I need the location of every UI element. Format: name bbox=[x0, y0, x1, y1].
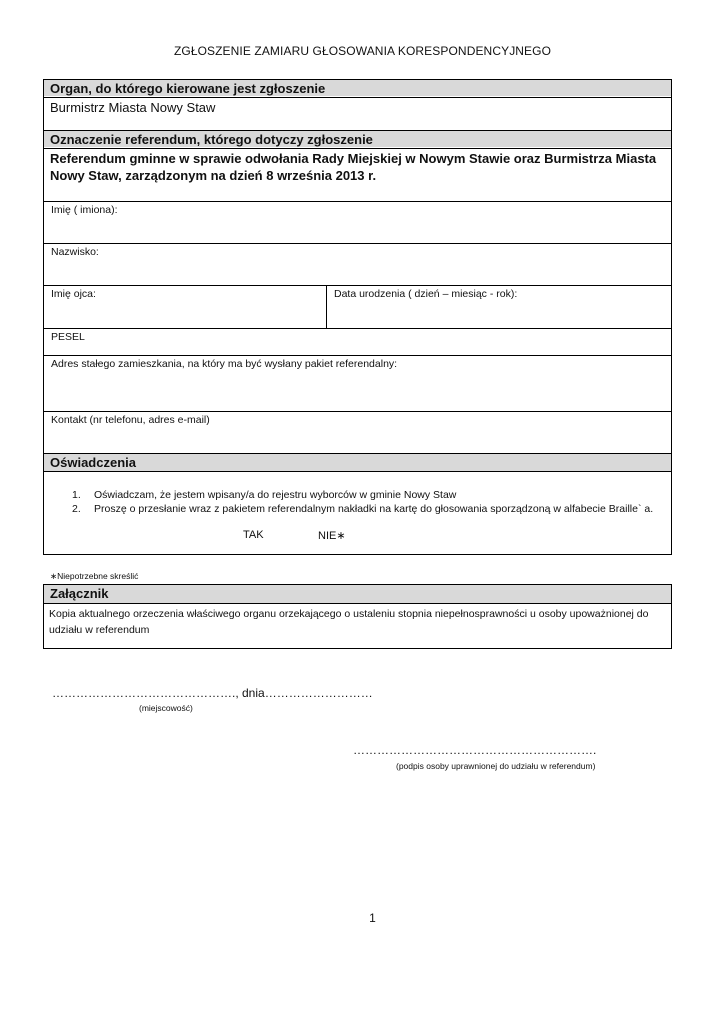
father-name-field[interactable] bbox=[44, 286, 340, 332]
father-birth-row bbox=[44, 285, 671, 328]
declaration-item bbox=[72, 488, 653, 502]
signature-caption: (podpis osoby uprawnionej do udziału w referendum) bbox=[396, 761, 596, 771]
organ-value: Burmistrz Miasta Nowy Staw bbox=[44, 97, 671, 130]
father-name-label: Imię ojca: bbox=[51, 288, 96, 300]
document-title: ZGŁOSZENIE ZAMIARU GŁOSOWANIA KORESPONDENCYJNEGO bbox=[173, 44, 552, 58]
declaration-item bbox=[72, 502, 653, 516]
declaration-number: 1. bbox=[72, 489, 81, 501]
surname-label: Nazwisko: bbox=[51, 246, 99, 258]
attachment-text: Kopia aktualnego orzeczenia właściwego organu orzekającego o ustaleniu stopnia niepełnosprawności u osoby upoważnionej do udziału w referendum bbox=[49, 608, 649, 636]
pesel-field[interactable] bbox=[44, 328, 671, 355]
declaration-text: Oświadczam, że jestem wpisany/a do rejestru wyborców w gminie Nowy Staw bbox=[94, 489, 457, 501]
declarations-list bbox=[72, 488, 653, 516]
page-number: 1 bbox=[369, 911, 376, 925]
first-name-field[interactable] bbox=[44, 201, 671, 243]
referendum-header: Oznaczenie referendum, którego dotyczy zgłoszenie bbox=[44, 130, 671, 147]
birth-date-label: Data urodzenia ( dzień – miesiąc - rok): bbox=[334, 288, 518, 300]
address-label: Adres stałego zamieszkania, na który ma być wysłany pakiet referendalny: bbox=[51, 358, 398, 370]
organ-header: Organ, do którego kierowane jest zgłoszenie bbox=[44, 80, 671, 96]
signature-line[interactable]: ……………………………………………………. bbox=[353, 743, 597, 757]
address-field[interactable] bbox=[44, 355, 671, 411]
contact-field[interactable] bbox=[44, 411, 671, 453]
pesel-label: PESEL bbox=[51, 331, 85, 343]
attachment-header: Załącznik bbox=[44, 585, 671, 604]
birth-date-field[interactable] bbox=[327, 286, 685, 332]
contact-label: Kontakt (nr telefonu, adres e-mail) bbox=[51, 414, 210, 426]
declarations-header: Oświadczenia bbox=[44, 453, 671, 472]
declaration-text: Proszę o przesłanie wraz z pakietem referendalnym nakładki na kartę do głosowania sporządzoną w alfabecie Braille` a. bbox=[94, 503, 654, 515]
footnote: ∗Niepotrzebne skreślić bbox=[50, 571, 139, 581]
place-date-line[interactable]: ………………………………………., dnia……………………… bbox=[52, 686, 373, 700]
surname-field[interactable] bbox=[44, 243, 671, 285]
place-caption: (miejscowość) bbox=[139, 703, 193, 713]
declaration-number: 2. bbox=[72, 503, 81, 515]
application-form bbox=[43, 79, 672, 555]
yes-option[interactable]: TAK bbox=[243, 529, 264, 541]
attachment-box bbox=[43, 584, 672, 649]
no-option[interactable]: NIE∗ bbox=[318, 530, 346, 542]
first-name-label: Imię ( imiona): bbox=[51, 204, 118, 216]
referendum-value: Referendum gminne w sprawie odwołania Rady Miejskiej w Nowym Stawie oraz Burmistrza Miasta Nowy Staw, zarządzonym na dzień 8 września 2013 r. bbox=[44, 148, 671, 201]
